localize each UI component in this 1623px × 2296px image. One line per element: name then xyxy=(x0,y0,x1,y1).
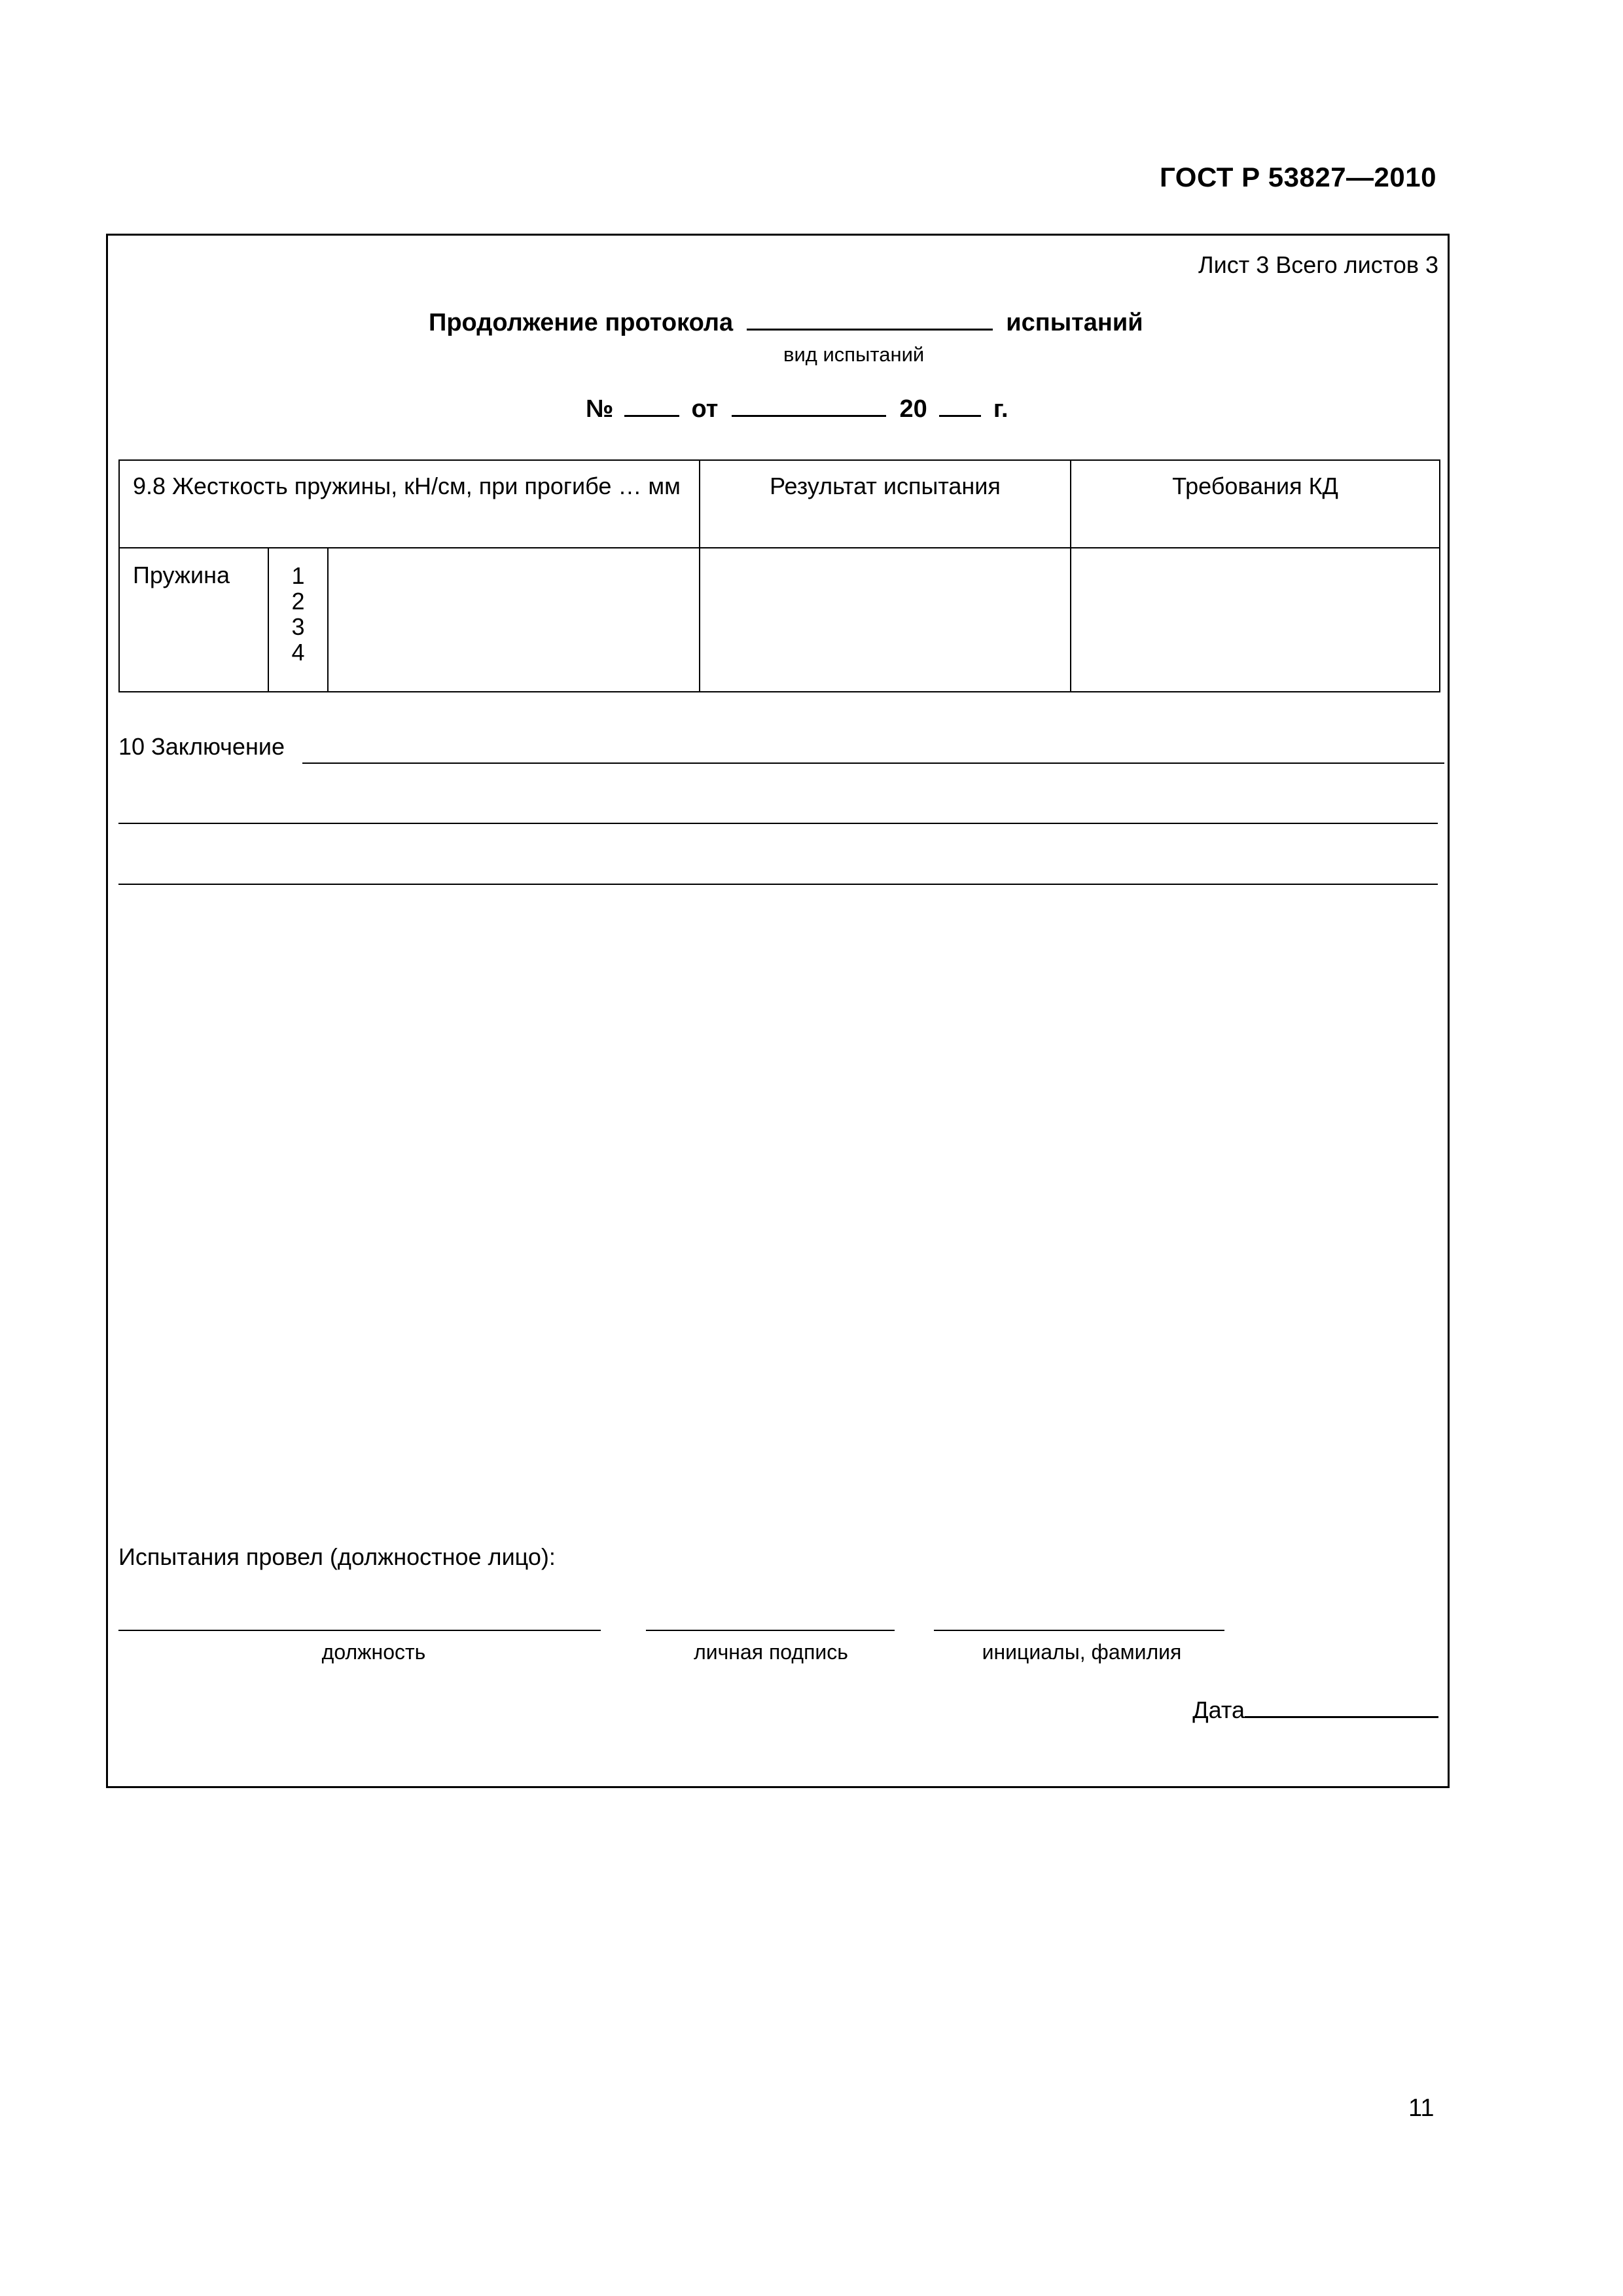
position-line[interactable] xyxy=(118,1630,601,1631)
table-header-row xyxy=(119,460,1440,548)
protocol-number-line xyxy=(586,395,1008,423)
spring-number: 4 xyxy=(291,639,305,666)
document-id: ГОСТ Р 53827—2010 xyxy=(1160,162,1436,192)
spring-numbers-cell xyxy=(268,548,328,692)
stiffness-value-cell[interactable] xyxy=(328,548,700,692)
test-type-caption: вид испытаний xyxy=(783,343,925,366)
sheet-info: Лист 3 Всего листов 3 xyxy=(1198,251,1438,278)
spring-number: 2 xyxy=(291,588,305,615)
name-caption: инициалы, фамилия xyxy=(982,1640,1182,1664)
number-blank[interactable] xyxy=(624,414,679,417)
result-header xyxy=(700,460,1071,548)
year-suffix: г. xyxy=(993,395,1008,423)
number-label: № xyxy=(586,395,614,423)
date-label: Дата xyxy=(1192,1696,1245,1723)
table-row xyxy=(119,548,1440,692)
position-caption: должность xyxy=(321,1640,426,1664)
year-blank[interactable] xyxy=(939,414,981,417)
performed-by-label: Испытания провел (должностное лицо): xyxy=(118,1543,556,1570)
protocol-title-end: испытаний xyxy=(1006,309,1143,336)
date-blank[interactable] xyxy=(732,414,886,417)
requirements-header xyxy=(1071,460,1440,548)
protocol-title-start: Продолжение протокола xyxy=(429,309,734,336)
spring-label: Пружина xyxy=(133,562,230,588)
test-type-blank[interactable] xyxy=(747,328,993,331)
stiffness-header xyxy=(119,460,700,548)
from-label: от xyxy=(691,395,719,423)
date-field xyxy=(1192,1696,1438,1724)
requirements-header-text: Требования КД xyxy=(1172,473,1338,499)
spring-number: 3 xyxy=(291,613,305,640)
stiffness-header-text: 9.8 Жесткость пружины, кН/см, при прогибе … мм xyxy=(133,473,681,499)
result-header-text: Результат испытания xyxy=(770,473,1001,499)
signature-line[interactable] xyxy=(646,1630,895,1631)
page-number: 11 xyxy=(1408,2094,1435,2122)
date-line[interactable] xyxy=(1245,1715,1438,1718)
spring-number: 1 xyxy=(291,562,305,589)
signature-caption: личная подпись xyxy=(694,1640,848,1664)
spring-label-cell xyxy=(119,548,268,692)
year-label: 20 xyxy=(899,395,927,423)
name-line[interactable] xyxy=(934,1630,1224,1631)
conclusion-line-3[interactable] xyxy=(118,884,1438,885)
results-table xyxy=(118,459,1440,692)
protocol-form xyxy=(106,234,1450,1788)
requirements-value-cell[interactable] xyxy=(1071,548,1440,692)
protocol-title xyxy=(429,309,1143,337)
result-value-cell[interactable] xyxy=(700,548,1071,692)
conclusion-line-1[interactable] xyxy=(302,762,1444,764)
conclusion-line-2[interactable] xyxy=(118,823,1438,824)
conclusion-label: 10 Заключение xyxy=(118,733,285,760)
